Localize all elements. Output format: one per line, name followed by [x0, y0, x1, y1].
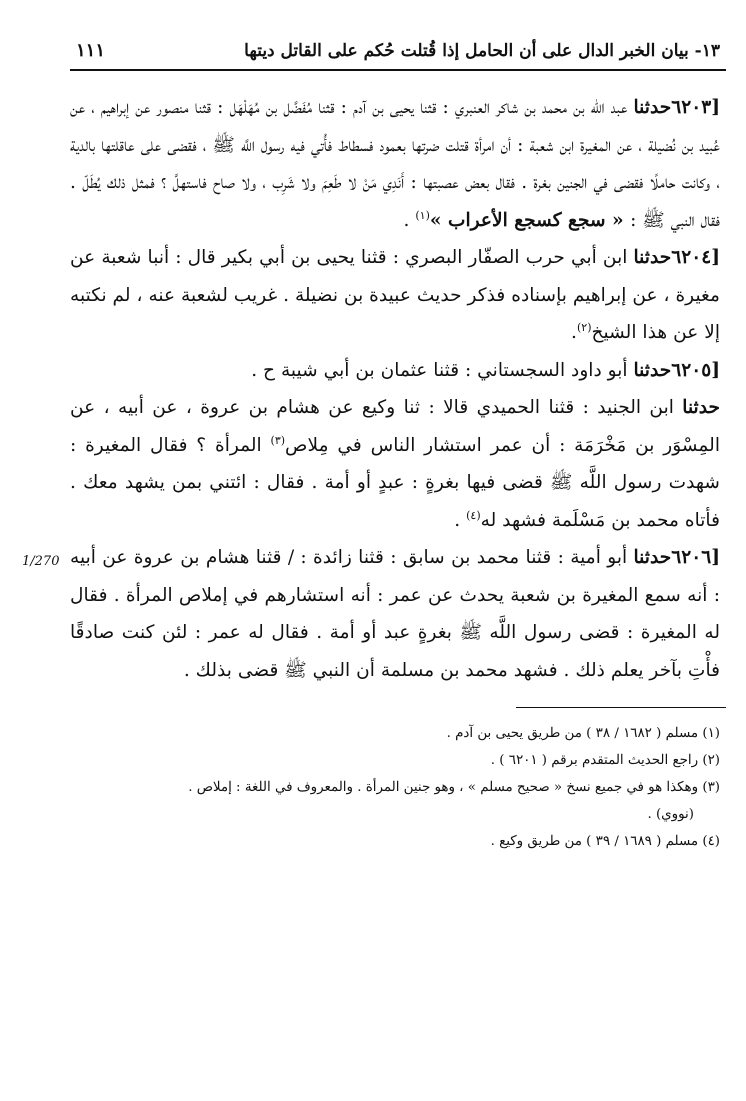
haddathana-word: حدثنا — [633, 547, 672, 568]
hadith-quote: « سجع كسجع الأعراب » — [429, 209, 631, 231]
haddathana-word: حدثنا — [633, 247, 672, 268]
chapter-title: ١٣- بيان الخبر الدال على أن الحامل إذا قُتلت حُكم على القاتل ديتها — [244, 41, 720, 61]
hadith-text-continued: المرأة ؟ فقال المغيرة : شهدت رسول اللَّه ﷺ قضى فيها بغرةٍ : عبدٍ أو أمة . فقال : ائتني بمن يشهد معك . فأتاه محمد بن مَسْلَمة فشهد له — [70, 434, 720, 531]
hadith-6204 — [70, 239, 720, 352]
haddathana-word: حدثنا — [633, 97, 672, 118]
hadith-6203 — [70, 89, 720, 239]
hadith-6205-second-chain — [70, 389, 720, 539]
hadith-text: ابن أبي حرب الصفّار البصري : قثنا يحيى بن أبي بكير قال : أنبا شعبة عن مغيرة ، عن إبراهيم بإسناده فذكر حديث عبيدة بن نضيلة . غريب لشعبة عنه ، لم نكتبه إلا عن هذا الشيخ — [70, 247, 720, 343]
footnote-ref[interactable]: (٣) — [270, 433, 286, 447]
page-number: ١١١ — [76, 40, 106, 61]
footnote-ref[interactable]: (١) — [415, 208, 430, 222]
footnote-divider — [516, 707, 726, 708]
hadith-text: عبد الله بن محمد بن شاكر العنبري : قثنا يحيى بن آدم : قثنا مُفَضَّل بن مُهَلْهَل : قثنا منصور عن إبراهيم ، عن عُبيد بن نُضيلة ، عن المغيرة ابن شعبة : أن امرأة قتلت ضرتها بعمود فسطاط فأُتي فيه رسول اللَّه ﷺ ، فقضى على عاقلتها بالدية ، وكانت حاملًا فقضى في الجنين بغرة . فقال بعض عصبتها : أَنَدِي مَنْ لا طَعِمَ ولا شَرِب ، ولا صاح فاستهلَّ ؟ فمثل ذلك يُطَلّ . فقال النبي ﷺ : — [70, 97, 720, 231]
footnote-3-continued: (نووي) . — [647, 807, 694, 822]
hadith-number: [٦٢٠٥ — [671, 359, 720, 381]
footnote-2: (٢) راجع الحديث المتقدم برقم ( ٦٢٠١ ) . — [490, 753, 720, 768]
hadith-6206 — [22, 539, 720, 689]
footnote-1: (١) مسلم ( ١٦٨٢ / ٣٨ ) من طريق يحيى بن آدم . — [446, 726, 720, 741]
hadith-number: [٦٢٠٤ — [671, 247, 720, 268]
footnote-ref[interactable]: (٤) — [466, 508, 481, 522]
footnotes — [70, 720, 726, 855]
footnote-3: (٣) وهكذا هو في جميع نسخ « صحيح مسلم » ، وهو جنين المرأة . والمعروف في اللغة : إملاص . — [188, 780, 720, 795]
hadith-6205 — [70, 352, 720, 390]
document-page — [22, 40, 726, 855]
hadith-end: . — [454, 509, 467, 531]
haddathana-word: حدثنا — [633, 359, 672, 381]
footnote-ref[interactable]: (٢) — [576, 320, 592, 334]
hadith-number: [٦٢٠٦ — [671, 547, 720, 568]
haddathana-word: حدثنا — [682, 397, 720, 418]
hadith-number: [٦٢٠٣ — [671, 97, 720, 118]
manuscript-folio-ref: 1/270 — [22, 554, 60, 569]
hadith-end: . — [571, 322, 577, 343]
hadith-text: أبو أمية : قثنا محمد بن سابق : قثنا زائدة : / قثنا هشام بن عروة عن أبيه : أنه سمع المغيرة بن شعبة يحدث عن عمر : أنه استشارهم في إملاص المرأة . فقال له المغيرة : قضى رسول اللَّه ﷺ بغرةٍ عبد أو أمة . فقال له عمر : لئن كنت صادقًا فأْتِ بآخر يعلم ذلك . فشهد محمد بن مسلمة أن النبي ﷺ قضى بذلك . — [70, 547, 720, 681]
hadith-text: أبو داود السجستاني : قثنا عثمان بن أبي شيبة ح . — [251, 359, 634, 381]
hadith-end: . — [403, 209, 416, 231]
page-header — [70, 40, 726, 71]
main-text — [22, 89, 726, 689]
hadith-text: ابن الجنيد : قثنا الحميدي قالا : ثنا وكيع عن هشام بن عروة ، عن أبيه ، عن المِسْوَر بن مَخْرَمَة : أن عمر استشار الناس في مِلاص — [70, 397, 720, 456]
footnote-4: (٤) مسلم ( ١٦٨٩ / ٣٩ ) من طريق وكيع . — [490, 834, 720, 849]
